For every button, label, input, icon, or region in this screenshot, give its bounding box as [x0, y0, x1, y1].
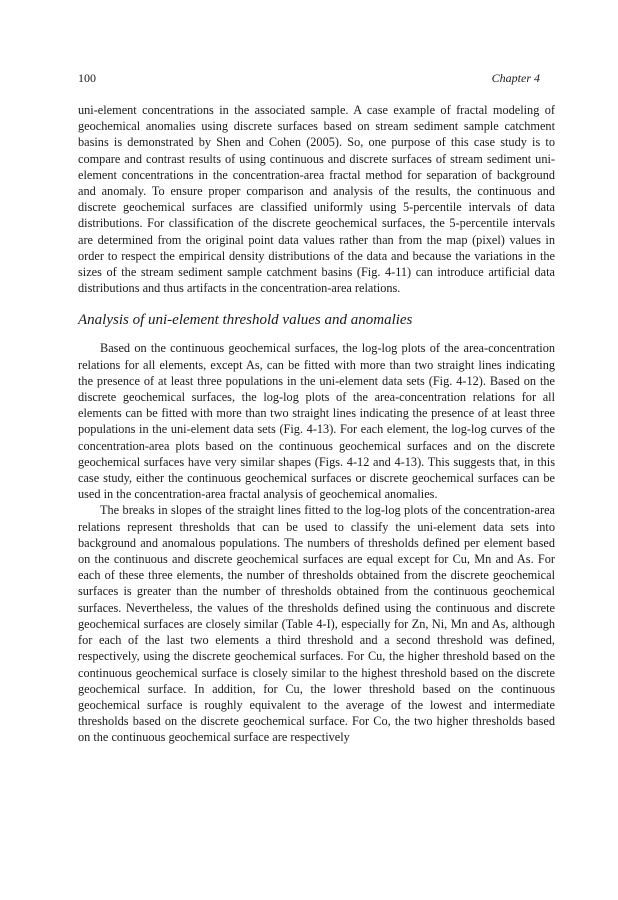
section-heading: Analysis of uni-element threshold values and anomalies — [78, 312, 413, 329]
paragraph-continued: uni-element concentrations in the associated sample. A case example of fractal modeling of geochemical anomalies using discrete surfaces based on stream sediment sample catchment basins is demonstrated by Shen and Cohen (2005). So, one purpose of this case study is to compare and contrast results of using continuous and discrete surfaces of stream sediment uni-element concentrations in the concentration-area fractal method for separation of background and anomaly. To ensure proper comparison and analysis of the results, the continuous and discrete geochemical surfaces are classified uniformly using 5-percentile intervals of data distributions. For classification of the discrete geochemical surfaces, the 5-percentile intervals are determined from the original point data values rather than from the map (pixel) values in order to respect the empirical density distributions of the data and because the variations in the sizes of the stream sediment sample catchment basins (Fig. 4-11) can introduce artificial data distributions and thus artifacts in the concentration-area relations. — [78, 103, 555, 296]
paragraph-analysis: Based on the continuous geochemical surfaces, the log-log plots of the area-concentration relations for all elements, except As, can be fitted with more than two straight lines indicating the presence of at least three populations in the uni-element data sets (Fig. 4-12). Based on the discrete geochemical surfaces, the log-log plots of the area-concentration relations for all elements can be fitted with more than two straight lines indicating the presence of at least three populations in the uni-element data sets (Fig. 4-13). For each element, the log-log curves of the concentration-area plots based on the continuous geochemical surfaces and on the discrete geochemical surfaces have very similar shapes (Figs. 4-12 and 4-13). This suggests that, in this case study, either the continuous geochemical surfaces or discrete geochemical surfaces can be used in the concentration-area fractal analysis of geochemical anomalies. — [78, 341, 555, 502]
body-text — [78, 102, 555, 746]
page-number: 100 — [78, 71, 96, 85]
chapter-label: Chapter 4 — [491, 71, 540, 85]
paragraph-thresholds: The breaks in slopes of the straight lines fitted to the log-log plots of the concentration-area relations represent thresholds that can be used to classify the uni-element data sets into background and anomalous populations. The numbers of thresholds defined per element based on the continuous and discrete geochemical surfaces are equal except for Cu, Mn and As. For each of these three elements, the number of thresholds obtained from the discrete geochemical surfaces is greater than the number of thresholds obtained from the continuous geochemical surfaces. Nevertheless, the values of the thresholds defined using the continuous and discrete geochemical surfaces are closely similar (Table 4-I), especially for Zn, Ni, Mn and As, although for each of the last two elements a third threshold and a second threshold was defined, respectively, using the discrete geochemical surfaces. For Cu, the higher threshold based on the continuous geochemical surface is closely similar to the highest threshold based on the discrete geochemical surface. In addition, for Cu, the lower threshold based on the continuous geochemical surface is roughly equivalent to the average of the lowest and intermediate thresholds based on the discrete geochemical surface. For Co, the two higher thresholds based on the continuous geochemical surface are respectively — [78, 503, 555, 745]
